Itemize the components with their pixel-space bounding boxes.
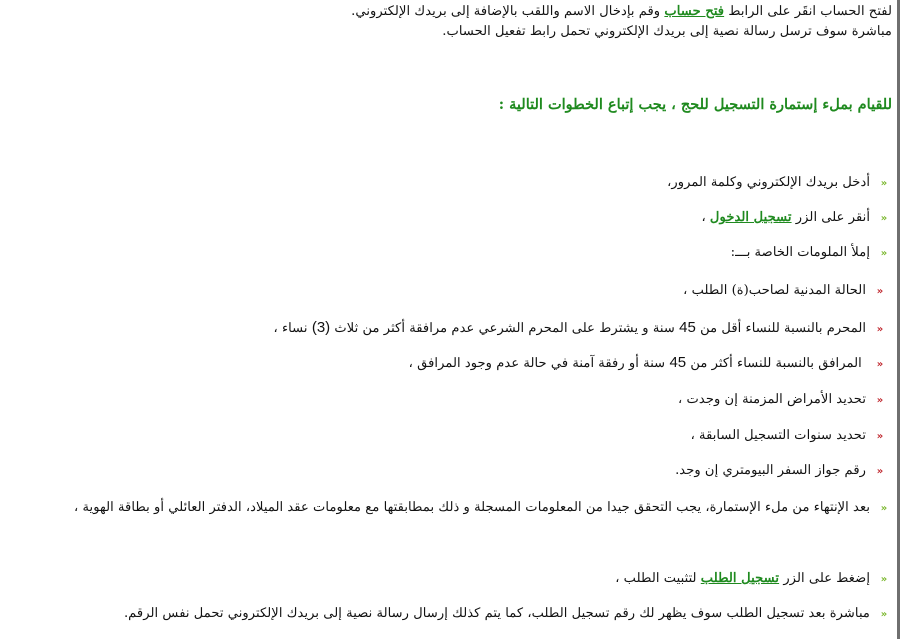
step-text: مباشرة بعد تسجيل الطلب سوف يظهر لك رقم تسجيل الطلب، كما يتم كذلك إرسال رسالة نصية إلى بريدك الإلكتروني تحمل نفس الرقم. [123,606,870,621]
double-chevron-icon: « [880,503,888,514]
double-chevron-icon: « [876,466,884,477]
sub-step-text: تحديد سنوات التسجيل السابقة ، [690,428,866,443]
age-number: 45 [679,319,696,336]
list-item [10,566,892,593]
step-text: بعد الإنتهاء من ملء الإستمارة، يجب التحقق جيدا من المعلومات المسجلة و ذلك بمطابقتها مع معلومات عقد الميلاد، الدفتر العائلي أو بطاقة الهوية ، [74,500,870,515]
sub-step-text: سنة أو رفقة آمنة في حالة عدم وجود المرافق ، [408,356,666,371]
double-chevron-icon: « [880,574,888,585]
document-body [10,2,892,621]
list-item [10,205,892,232]
intro-section [10,2,892,42]
sub-list-item [6,387,888,414]
sub-list-item [6,350,888,378]
step-text: إملأ الملومات الخاصة بـــ: [730,245,870,260]
sub-list-item [6,278,888,305]
sub-step-text: الحالة المدنية لصاحب(ة) الطلب ، [683,283,866,298]
intro-text: وقم بإدخال الاسم واللقب بالإضافة إلى بريدك الإلكتروني. [351,4,661,19]
double-chevron-icon: « [876,286,884,297]
sub-list-item [6,423,888,450]
sub-step-text: تحديد الأمراض المزمنة إن وجدت ، [678,392,866,407]
sub-step-text: المحرم بالنسبة للنساء أقل من [700,321,866,336]
double-chevron-icon: « [880,609,888,620]
sub-step-text: المرافق بالنسبة للنساء أكثر من [690,356,862,371]
step-text: لتثبيت الطلب ، [615,571,697,586]
step-text: ، [701,210,706,225]
count-number: (3) [311,319,331,336]
double-chevron-icon: « [876,431,884,442]
intro-line-1 [10,2,892,22]
intro-line-2: مباشرة سوف ترسل رسالة نصية إلى بريدك الإلكتروني تحمل رابط تفعيل الحساب. [442,24,892,39]
list-item [10,601,892,628]
sub-step-text: رقم جواز السفر البيومتري إن وجد. [675,463,866,478]
sub-step-text: سنة و يشترط على المحرم الشرعي عدم مرافقة أكثر من ثلاث [334,321,675,336]
open-account-link[interactable]: فتح حساب [664,4,725,19]
list-item [10,496,892,521]
step-text: أنقر على الزر [795,210,870,225]
age-number: 45 [669,354,687,371]
sub-list-item [6,458,888,485]
sub-list-item [6,315,888,343]
double-chevron-icon: « [876,395,884,406]
intro-text: لفتح الحساب انقَر على الرابط [728,4,892,19]
double-chevron-icon: « [876,324,884,335]
double-chevron-icon: « [880,213,888,224]
double-chevron-icon: « [880,178,888,189]
double-chevron-icon: « [876,359,884,370]
step-text: إضغط على الزر [783,571,870,586]
steps-heading: للقيام بملء إستمارة التسجيل للحج ، يجب إتباع الخطوات التالية : [498,96,892,113]
sub-step-text: نساء ، [273,321,308,336]
step-text: أدخل بريدك الإلكتروني وكلمة المرور، [667,175,870,190]
double-chevron-icon: « [880,248,888,259]
list-item [10,170,892,197]
login-link[interactable]: تسجيل الدخول [709,210,792,225]
list-item [10,240,892,267]
submit-request-link[interactable]: تسجيل الطلب [700,571,780,586]
